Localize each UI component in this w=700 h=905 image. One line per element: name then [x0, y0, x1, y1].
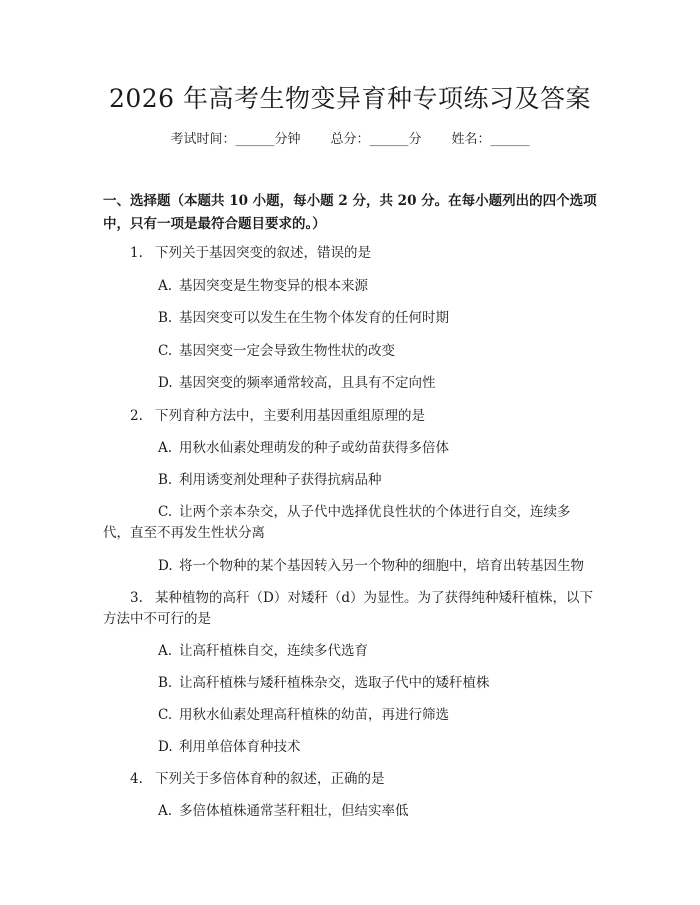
option-text: 利用单倍体育种技术: [179, 739, 301, 755]
page-title: 2026 年高考生物变异育种专项练习及答案: [108, 84, 592, 113]
exam-info-row: [0, 130, 700, 150]
section-heading-line-1: 一、选择题（本题共 10 小题，每小题 2 分，共 20 分。在每小题列出的四个选项: [103, 193, 597, 209]
option-2a: [158, 437, 449, 459]
option-3a: [158, 640, 368, 662]
option-1c: [158, 340, 395, 362]
option-1d: [158, 372, 436, 394]
total-score-field: 总分：______分: [330, 132, 422, 147]
question-stem-3-continuation: 方法中不可行的是: [103, 611, 211, 627]
option-letter: B.: [158, 675, 173, 691]
option-text: 基因突变一定会导致生物性状的改变: [179, 343, 395, 359]
option-2d: [158, 555, 584, 577]
question-number: 4.: [130, 771, 143, 787]
option-letter: D.: [158, 739, 173, 755]
option-text: 多倍体植株通常茎秆粗壮，但结实率低: [179, 803, 409, 819]
option-2b: [158, 469, 382, 491]
option-text: 让高秆植株与矮秆植株杂交，选取子代中的矮秆植株: [179, 675, 490, 691]
option-3b: [158, 672, 490, 694]
student-name-field: 姓名：______: [451, 132, 530, 147]
option-text: 利用诱变剂处理种子获得抗病品种: [179, 472, 382, 488]
option-letter: C.: [158, 707, 173, 723]
question-text: 某种植物的高秆（D）对矮秆（d）为显性。为了获得纯种矮秆植株，以下: [155, 590, 593, 606]
question-number: 1.: [130, 245, 143, 261]
question-text: 下列关于基因突变的叙述，错误的是: [155, 245, 371, 261]
option-letter: C.: [158, 504, 173, 520]
question-stem-1: [130, 242, 371, 264]
option-letter: D.: [158, 558, 173, 574]
option-letter: A.: [158, 440, 173, 456]
option-text: 用秋水仙素处理萌发的种子或幼苗获得多倍体: [179, 440, 449, 456]
question-stem-3: [130, 587, 593, 609]
option-2c-continuation: 代，直至不再发生性状分离: [103, 525, 265, 541]
option-letter: B.: [158, 310, 173, 326]
question-number: 3.: [130, 590, 143, 606]
option-letter: A.: [158, 278, 173, 294]
option-text: 基因突变的频率通常较高，且具有不定向性: [179, 375, 436, 391]
option-text: 让两个亲本杂交，从子代中选择优良性状的个体进行自交，连续多: [179, 504, 571, 520]
option-4a: [158, 800, 409, 822]
option-text: 用秋水仙素处理高秆植株的幼苗，再进行筛选: [179, 707, 449, 723]
question-stem-4: [130, 768, 385, 790]
option-text: 让高秆植株自交，连续多代选育: [179, 643, 368, 659]
option-text: 将一个物种的某个基因转入另一个物种的细胞中，培育出转基因生物: [179, 558, 584, 574]
option-letter: A.: [158, 803, 173, 819]
option-letter: A.: [158, 643, 173, 659]
section-heading-line-2: 中，只有一项是最符合题目要求的。）: [103, 216, 326, 232]
option-letter: C.: [158, 343, 173, 359]
option-text: 基因突变是生物变异的根本来源: [179, 278, 368, 294]
section-heading: [103, 190, 600, 236]
question-number: 2.: [130, 408, 143, 424]
question-text: 下列关于多倍体育种的叙述，正确的是: [155, 771, 385, 787]
option-1b: [158, 307, 449, 329]
question-stem-2: [130, 405, 425, 427]
question-text: 下列育种方法中，主要利用基因重组原理的是: [155, 408, 425, 424]
option-3d: [158, 736, 301, 758]
exam-time-field: 考试时间：______分钟: [170, 132, 301, 147]
option-2c: [158, 501, 571, 523]
option-letter: B.: [158, 472, 173, 488]
option-letter: D.: [158, 375, 173, 391]
option-3c: [158, 704, 449, 726]
option-1a: [158, 275, 368, 297]
option-text: 基因突变可以发生在生物个体发育的任何时期: [179, 310, 449, 326]
